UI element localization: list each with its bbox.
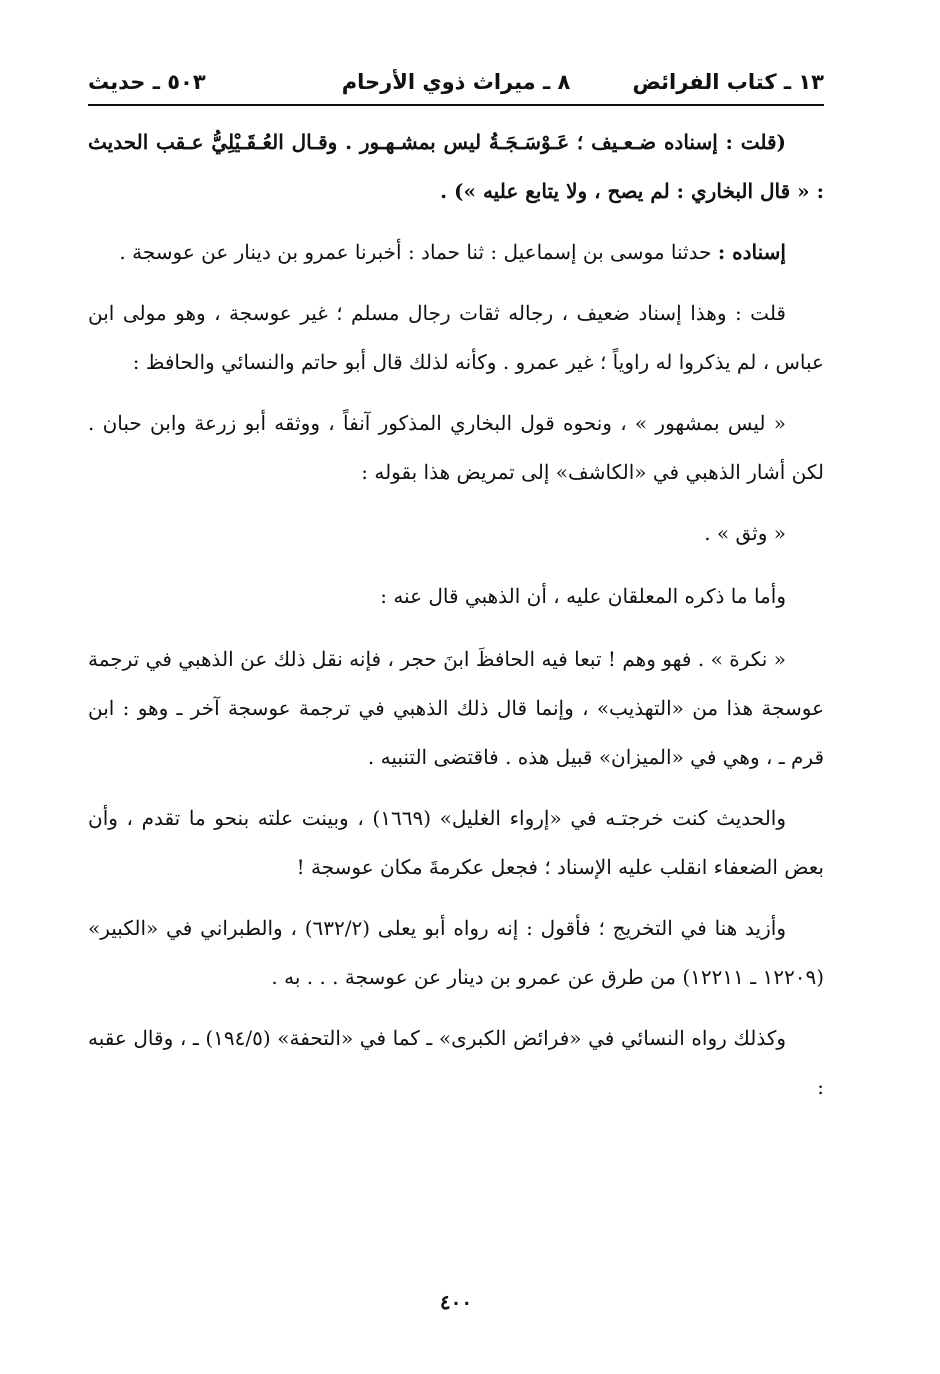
paragraph-text: وأما ما ذكره المعلقان عليه ، أن الذهبي قال عنه : — [380, 584, 786, 608]
running-header — [88, 62, 824, 102]
paragraph-additional-takhrij — [88, 904, 824, 1002]
paragraph-text: (قلت : إسناده ضـعـيف ؛ عَـوْسَـجَـةُ ليس بمشـهـور . وقـال العُـقَـيْلِيُّ عـقب الحديث : « قال البخاري : لم يصح ، ولا يتابع عليه ») . — [88, 130, 824, 203]
header-divider — [88, 104, 824, 106]
header-hadith-number: ٥٠٣ ـ حديث — [88, 70, 206, 94]
paragraph-text: والحديث كنت خرجتـه في «إرواء الغليل» (١٦٦٩) ، وبينت علته بنحو ما تقدم ، وأن بعض الضعفاء انقلب عليه الإسناد ؛ فجعل عكرمةَ مكان عوسجة ! — [88, 806, 824, 879]
page-body — [88, 118, 824, 1112]
paragraph-comment — [88, 289, 824, 387]
paragraph-text: « وثق » . — [704, 521, 786, 545]
header-chapter-title: ٨ ـ ميراث ذوي الأرحام — [341, 70, 571, 94]
paragraph-quote-short — [88, 509, 824, 558]
paragraph-text: وأزيد هنا في التخريج ؛ فأقول : إنه رواه أبو يعلى (٦٣٢/٢) ، والطبراني في «الكبير» (١٢٢٠٩ ـ ١٢٢١١) من طرق عن عمرو بن دينار عن عوسجة . . . به . — [88, 916, 824, 989]
paragraph-nasai — [88, 1014, 824, 1112]
paragraph-text: « ليس بمشهور » ، ونحوه قول البخاري المذكور آنفاً ، ووثقه أبو زرعة وابن حبان . لكن أشار الذهبي في «الكاشف» إلى تمريض هذا بقوله : — [88, 411, 824, 484]
header-book-title: ١٣ ـ كتاب الفرائض — [632, 70, 824, 94]
paragraph-quote — [88, 399, 824, 497]
paragraph-text: وكذلك رواه النسائي في «فرائض الكبرى» ـ كما في «التحفة» (١٩٤/٥) ـ ، وقال عقبه : — [88, 1026, 824, 1099]
paragraph-text: « نكرة » . فهو وهم ! تبعا فيه الحافظَ ابنَ حجر ، فإنه نقل ذلك عن الذهبي في ترجمة عوسجة هذا من «التهذيب» ، وإنما قال ذلك الذهبي في ترجمة عوسجة آخر ـ وهو : ابن قرم ـ ، وهي في «الميزان» قبيل هذه . فاقتضى التنبيه . — [88, 647, 824, 769]
paragraph-lead: إسناده : — [717, 240, 786, 264]
paragraph-correction — [88, 635, 824, 782]
page-number: ٤٠٠ — [439, 1290, 473, 1314]
paragraph-text: حدثنا موسى بن إسماعيل : ثنا حماد : أخبرنا عمرو بن دينار عن عوسجة . — [119, 240, 718, 264]
paragraph-takhrij — [88, 794, 824, 892]
paragraph-text: قلت : وهذا إسناد ضعيف ، رجاله ثقات رجال مسلم ؛ غير عوسجة ، وهو مولى ابن عباس ، لم يذكروا له راوياً ؛ غير عمرو . وكأنه لذلك قال أبو حاتم والنسائي والحافظ : — [88, 301, 824, 374]
book-page — [88, 62, 824, 1342]
paragraph-remark — [88, 572, 824, 621]
paragraph-isnad — [88, 228, 824, 277]
paragraph-verdict — [88, 118, 824, 216]
